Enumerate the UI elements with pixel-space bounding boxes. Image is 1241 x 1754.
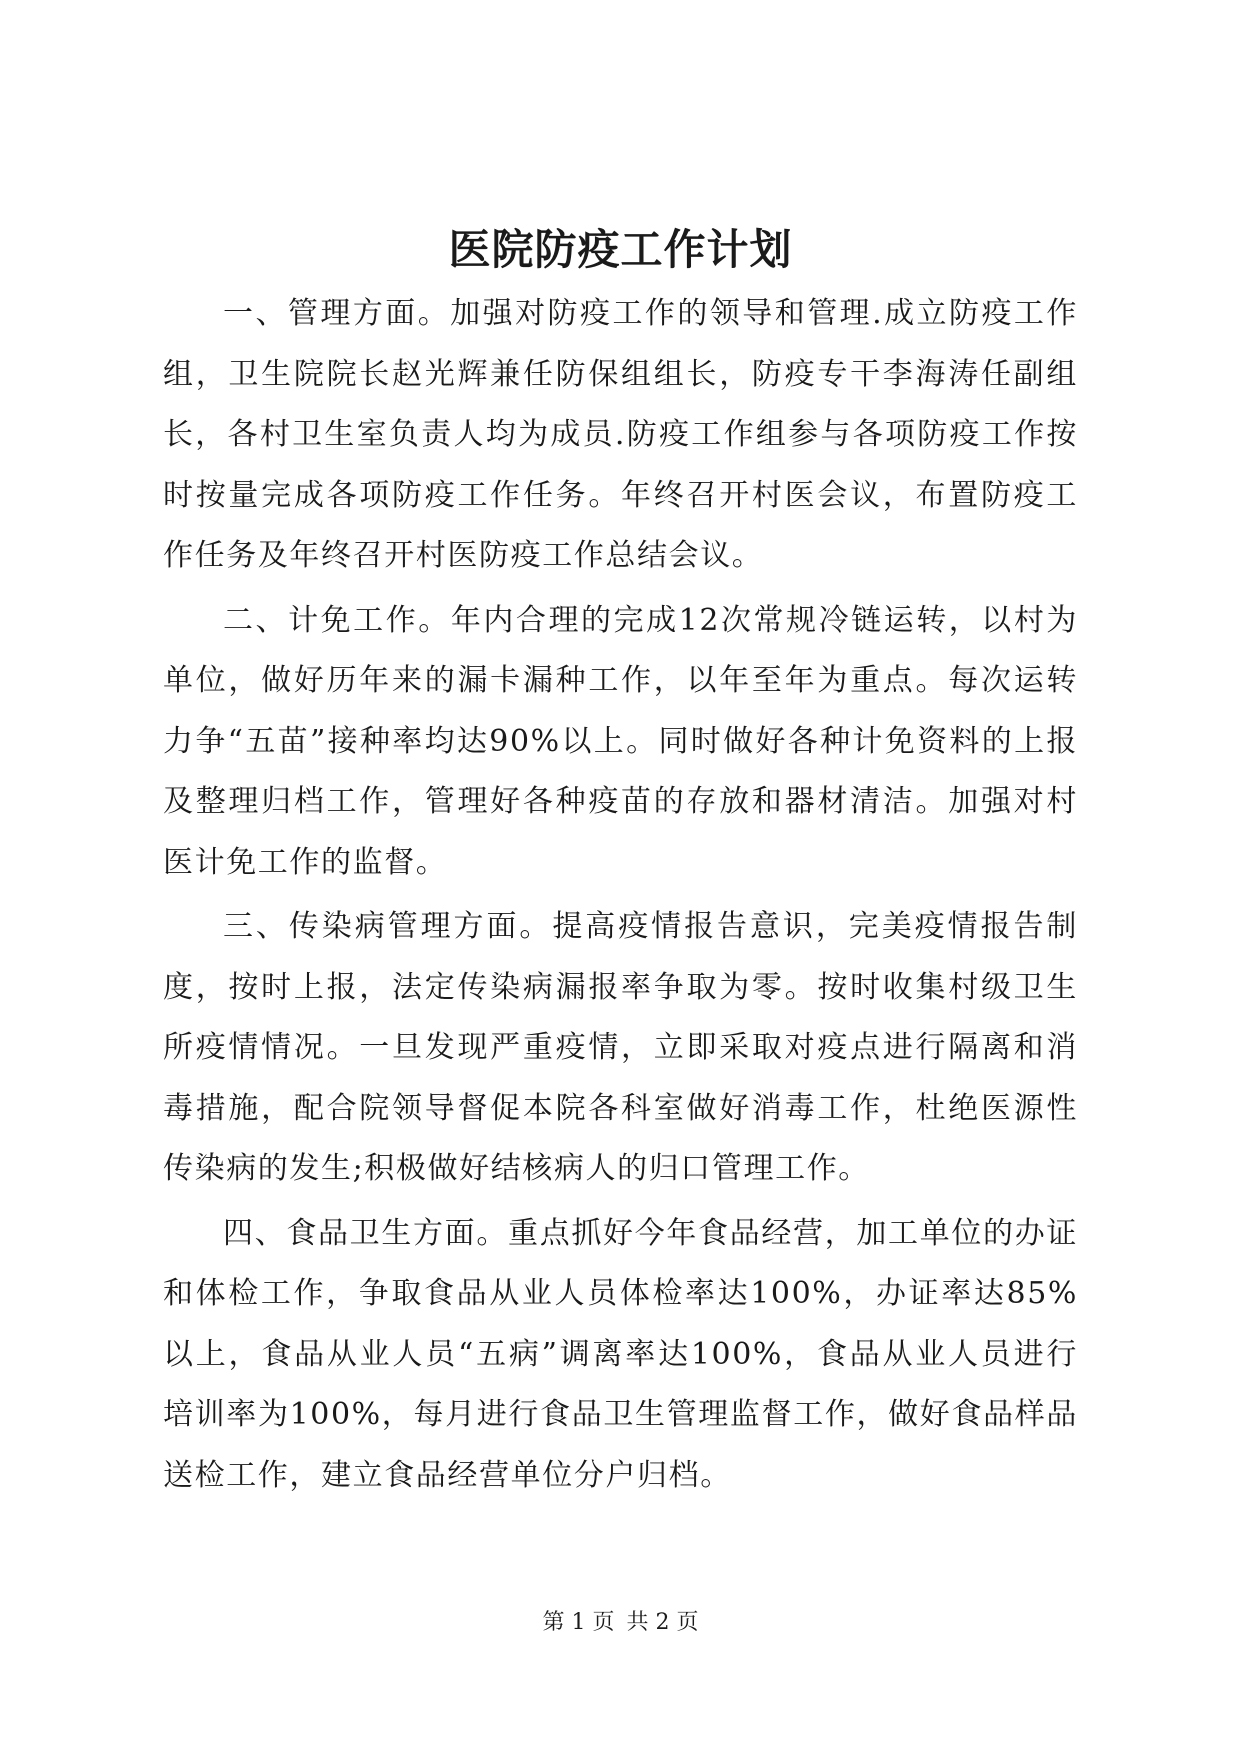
document-body — [163, 284, 1078, 1510]
page-number-total: 共 2 页 — [626, 1610, 699, 1635]
page-footer — [0, 1608, 1241, 1638]
paragraph-food-hygiene: 四、食品卫生方面。重点抓好今年食品经营，加工单位的办证和体检工作，争取食品从业人员体检率达100%，办证率达85%以上，食品从业人员“五病”调离率达100%，食品从业人员进行培训率为100%，每月进行食品卫生管理监督工作，做好食品样品送检工作，建立食品经营单位分户归档。 — [163, 1215, 1078, 1493]
paragraph-infectious-disease: 三、传染病管理方面。提高疫情报告意识，完美疫情报告制度，按时上报，法定传染病漏报率争取为零。按时收集村级卫生所疫情情况。一旦发现严重疫情，立即采取对疫点进行隔离和消毒措施，配合院领导督促本院各科室做好消毒工作，杜绝医源性传染病的发生;积极做好结核病人的归口管理工作。 — [163, 909, 1078, 1186]
paragraph-management: 一、管理方面。加强对防疫工作的领导和管理.成立防疫工作组，卫生院院长赵光辉兼任防保组组长，防疫专干李海涛任副组长，各村卫生室负责人均为成员.防疫工作组参与各项防疫工作按时按量完成各项防疫工作任务。年终召开村医会议，布置防疫工作任务及年终召开村医防疫工作总结会议。 — [163, 296, 1078, 573]
document-title: 医院防疫工作计划 — [448, 225, 793, 274]
paragraph-immunization: 二、计免工作。年内合理的完成12次常规冷链运转，以村为单位，做好历年来的漏卡漏种工作，以年至年为重点。每次运转力争“五苗”接种率均达90%以上。同时做好各种计免资料的上报及整理归档工作，管理好各种疫苗的存放和器材清洁。加强对村医计免工作的监督。 — [163, 602, 1078, 880]
page-number-current: 第 1 页 — [542, 1610, 615, 1635]
